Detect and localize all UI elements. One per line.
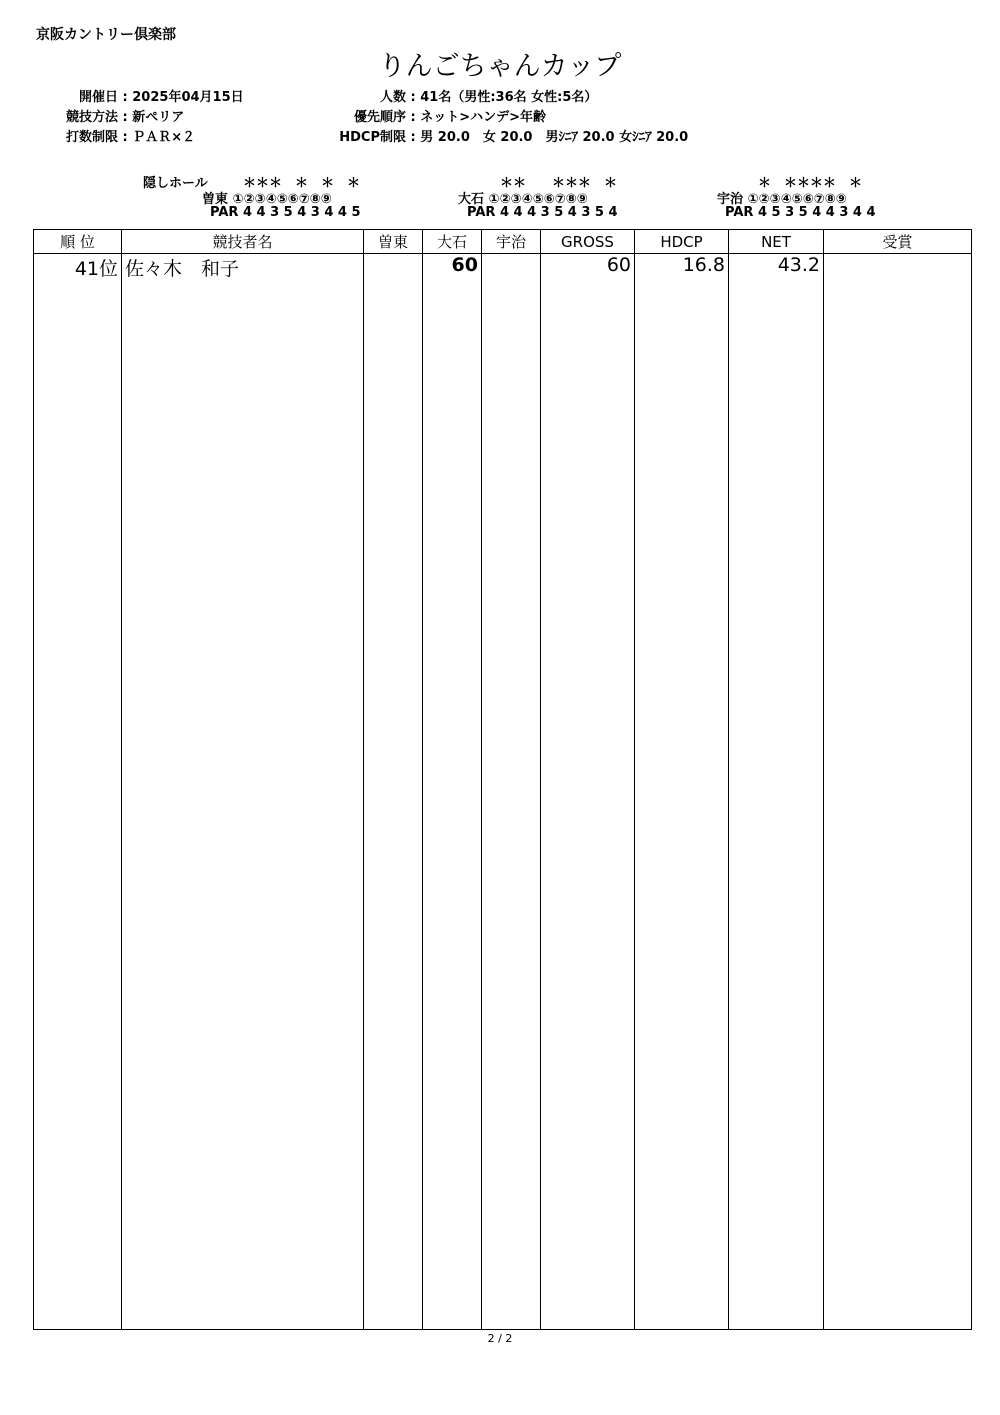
header-rank: 順 位 [34, 230, 122, 254]
course-1-marks: ＊＊＊ ＊ ＊ ＊ [243, 176, 361, 191]
limit-value: ＰＡＲ×２ [132, 130, 196, 145]
course-3-par [725, 205, 876, 220]
course-2-par [467, 205, 618, 220]
course-3-name: 宇治 [717, 192, 744, 207]
course-1-par [210, 205, 361, 220]
info-limit: 打数制限 : ＰＡＲ×２ [46, 126, 195, 145]
info-hdcp: HDCP制限 : 男 20.0 女 20.0 男ｼﾆｱ 20.0 女ｼﾆｱ 20.0 [300, 126, 688, 145]
course-3-hole-numbers: ①②③④⑤⑥⑦⑧⑨ [747, 192, 847, 207]
cell-rank: 41位 [34, 254, 122, 282]
header-gross: GROSS [541, 230, 635, 254]
table-row [34, 254, 972, 282]
club-name: 京阪カントリー倶楽部 [36, 27, 176, 43]
hdcp-value: 男 20.0 女 20.0 男ｼﾆｱ 20.0 女ｼﾆｱ 20.0 [420, 130, 689, 145]
course-3-par-label: PAR [725, 205, 754, 220]
cell-soto [364, 254, 423, 282]
results-table [33, 229, 972, 1330]
method-value: 新ペリア [132, 110, 185, 125]
course-2-par-values: 4 4 4 3 5 4 3 5 4 [499, 205, 618, 220]
count-label: 人数 [379, 90, 406, 105]
table-header-row [34, 230, 972, 254]
course-1-par-label: PAR [210, 205, 239, 220]
header-name: 競技者名 [122, 230, 364, 254]
cell-award [824, 254, 972, 282]
date-value: 2025年04月15日 [132, 90, 244, 105]
header-soto: 曽東 [364, 230, 423, 254]
cell-gross: 60 [541, 254, 635, 282]
page-title: りんごちゃんカップ [378, 51, 622, 82]
limit-label: 打数制限 [65, 130, 118, 145]
count-value: 41名（男性:36名 女性:5名） [420, 90, 598, 105]
table-filler-row [34, 281, 972, 1330]
header-uji: 宇治 [482, 230, 541, 254]
header-hdcp: HDCP [635, 230, 729, 254]
cell-uji [482, 254, 541, 282]
header-award: 受賞 [824, 230, 972, 254]
hidden-holes-label: 隠しホール [143, 176, 208, 191]
date-label: 開催日 [78, 90, 118, 105]
priority-label: 優先順序 [353, 110, 406, 125]
course-1-hole-numbers: ①②③④⑤⑥⑦⑧⑨ [232, 192, 332, 207]
course-2-hole-numbers: ①②③④⑤⑥⑦⑧⑨ [488, 192, 588, 207]
course-3-marks: ＊ ＊＊＊＊ ＊ [758, 176, 863, 191]
info-count: 人数 : 41名（男性:36名 女性:5名） [300, 86, 597, 105]
header-net: NET [729, 230, 824, 254]
course-2-par-label: PAR [467, 205, 496, 220]
cell-oishi: 60 [423, 254, 482, 282]
info-date: 開催日 : 2025年04月15日 [46, 86, 244, 105]
cell-hdcp: 16.8 [635, 254, 729, 282]
header-oishi: 大石 [423, 230, 482, 254]
page-number: 2 / 2 [487, 1332, 513, 1345]
hdcp-label: HDCP制限 [339, 130, 406, 145]
course-1-par-values: 4 4 3 5 4 3 4 4 5 [242, 205, 361, 220]
course-3-par-values: 4 5 3 5 4 4 3 4 4 [757, 205, 876, 220]
course-1-name: 曽東 [202, 192, 229, 207]
info-method: 競技方法 : 新ペリア [46, 106, 184, 125]
info-priority: 優先順序 : ネット>ハンデ>年齢 [300, 106, 546, 125]
course-2-name: 大石 [458, 192, 485, 207]
cell-name: 佐々木 和子 [122, 254, 364, 282]
method-label: 競技方法 [65, 110, 118, 125]
course-2-marks: ＊＊ ＊＊＊ ＊ [500, 176, 618, 191]
priority-value: ネット>ハンデ>年齢 [420, 110, 547, 125]
cell-net: 43.2 [729, 254, 824, 282]
